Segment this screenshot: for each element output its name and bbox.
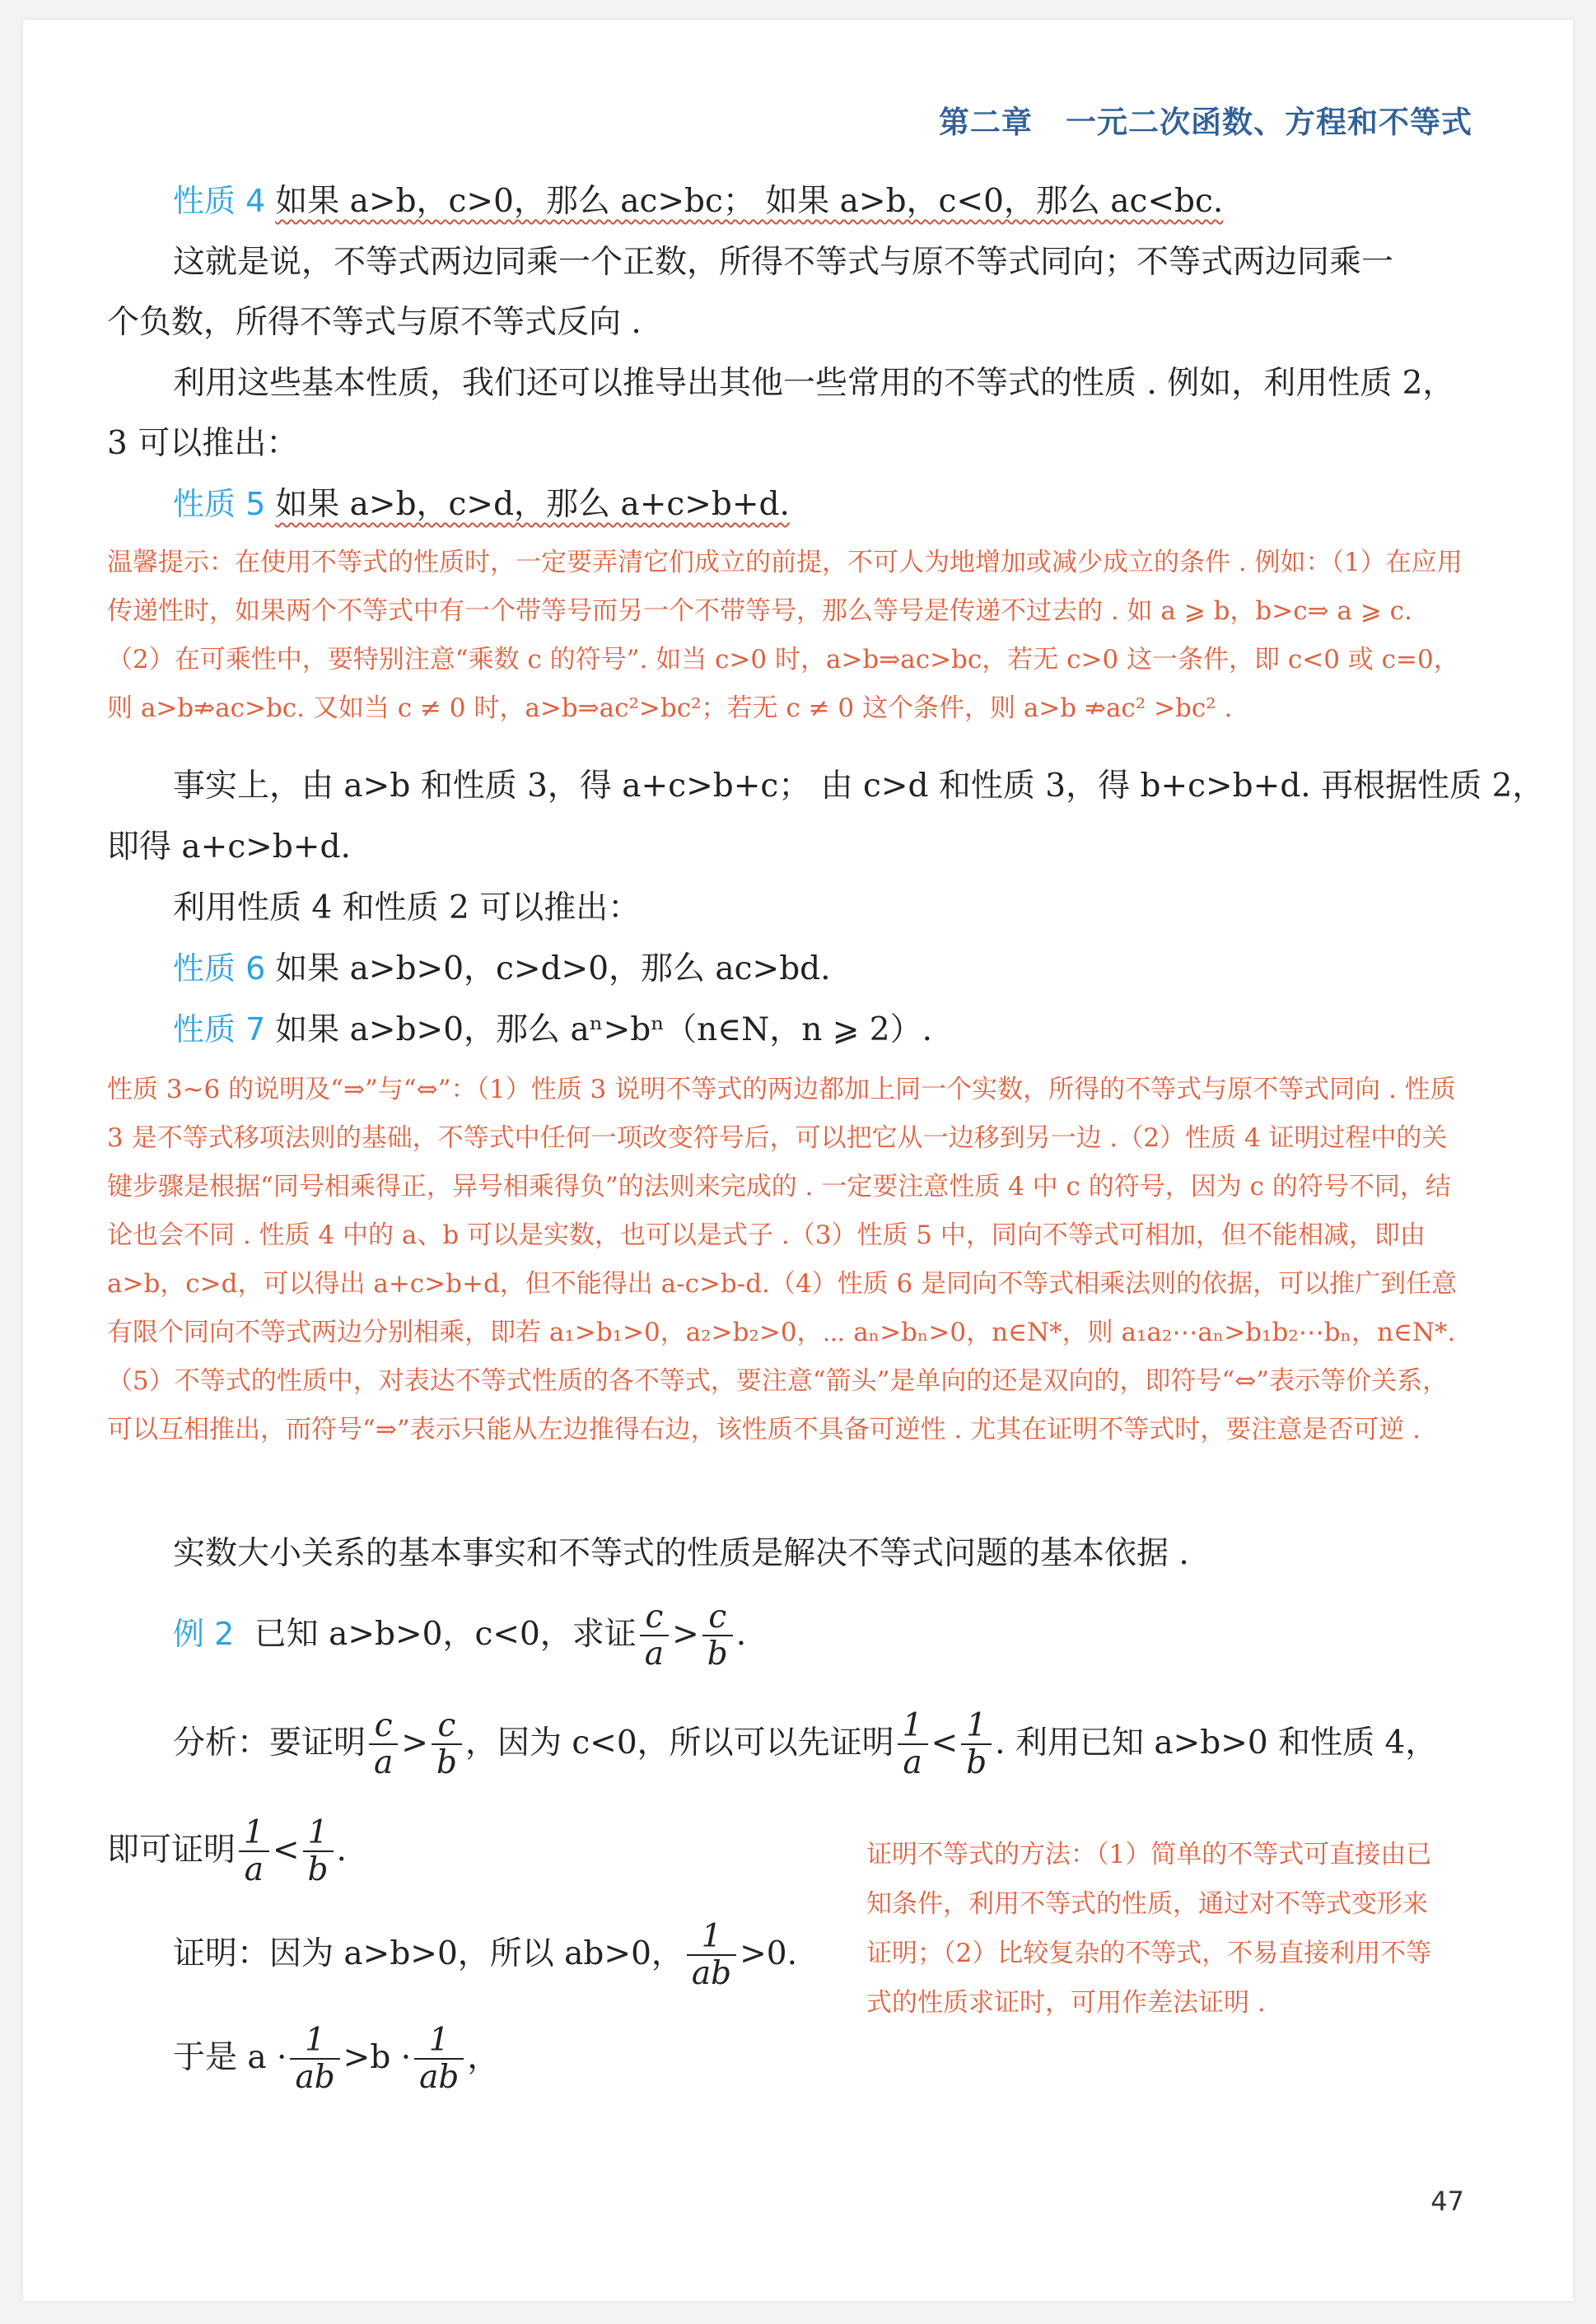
example-2-label: 例 2 [173, 1615, 235, 1652]
chapter-title: 一元二次函数、方程和不等式 [1066, 105, 1472, 140]
punctuation: . [735, 1615, 747, 1653]
fraction: $\frac{1}{ab}$ [290, 2024, 339, 2095]
fraction: $\frac{c}{a}$ [640, 1601, 669, 1672]
punctuation: . [336, 1831, 347, 1869]
analysis-line-1 [173, 1707, 1438, 1781]
paragraph-3-line-1: 事实上，由 a>b 和性质 3，得 a+c>b+c； 由 c>d 和性质 3，得 b+c>b+d. 再根据性质 2， [173, 768, 1545, 805]
proof-text: 证明：因为 a>b>0，所以 ab>0， [173, 1934, 684, 1972]
page-number: 47 [1430, 2186, 1464, 2217]
example-2 [173, 1598, 747, 1673]
fraction: $\frac{1}{a}$ [239, 1817, 269, 1888]
properties-explanation-note: 性质 3~6 的说明及“⇒”与“⇔”：（1）性质 3 说明不等式的两边都加上同一个实数，所得的不等式与原不等式同向 . 性质 3 是不等式移项法则的基础，不等式中任何一项改变符号后，可以把它从一边移到另一边 .（2）性质 4 证明过程中的关键步骤是根据“同号相乘得正，异号相乘得负”的法则来完成的 . 一定要注意性质 4 中 c 的符号，因为 c 的符号不同，结论也会不同 . 性质 4 中的 a、b 可以是实数，也可以是式子 .（3）性质 5 中，同向不等式可相加，但不能相减，即由 a>b，c>d，可以得出 a+c>b+d，但不能得出 a-c>b-d.（4）性质 6 是同向不等式相乘法则的依据，可以推广到任意有限个同向不等式两边分别相乘，即若 a₁>b₁>0，a₂>b₂>0，⋯ aₙ>bₙ>0，n∈N*，则 a₁a₂⋯aₙ>b₁b₂⋯bₙ，n∈N*.（5）不等式的性质中，对表达不等式性质的各不等式，要注意“箭头”是单向的还是双向的，即符号“⇔”表示等价关系，可以互相推出，而符号“⇒”表示只能从左边推得右边，该性质不具备可逆性 . 尤其在证明不等式时，要注意是否可逆 . [107, 1075, 1458, 1444]
property-5-label: 性质 5 [173, 486, 266, 522]
analysis-text: 即可证明 [107, 1831, 236, 1869]
paragraph-1-line-2: 个负数，所得不等式与原不等式反向 . [107, 304, 642, 341]
proof-line-2 [173, 2024, 499, 2095]
punctuation: ， [467, 2038, 500, 2076]
proof-text: >0. [740, 1934, 797, 1972]
proof-text: 于是 a · [173, 2038, 287, 2076]
analysis-text: ，因为 c<0，所以可以先证明 [464, 1724, 894, 1762]
fraction: $\frac{1}{b}$ [961, 1710, 992, 1780]
fraction: $\frac{1}{ab}$ [414, 2024, 464, 2095]
fraction: $\frac{c}{b}$ [702, 1601, 733, 1672]
paragraph-2-line-1: 利用这些基本性质，我们还可以推导出其他一些常用的不等式的性质 . 例如，利用性质 2， [173, 365, 1455, 402]
paragraph-1-line-1: 这就是说，不等式两边同乘一个正数，所得不等式与原不等式同向；不等式两边同乘一 [173, 244, 1394, 281]
property-7-label: 性质 7 [173, 1011, 266, 1048]
property-5 [173, 486, 790, 525]
fraction: $\frac{1}{b}$ [303, 1817, 334, 1888]
paragraph-5: 实数大小关系的基本事实和不等式的性质是解决不等式问题的基本依据 . [173, 1535, 1189, 1572]
fraction: $\frac{1}{a}$ [898, 1710, 928, 1780]
operator: < [931, 1724, 959, 1762]
property-6-label: 性质 6 [173, 950, 266, 987]
property-6-text: 如果 a>b>0，c>d>0，那么 ac>bd. [275, 950, 831, 987]
property-7-text: 如果 a>b>0，那么 aⁿ>bⁿ（n∈N，n ⩾ 2）. [275, 1011, 932, 1048]
analysis-text: . 利用已知 a>b>0 和性质 4， [995, 1724, 1438, 1762]
operator: > [401, 1724, 428, 1762]
chapter-header [939, 97, 1472, 142]
fraction: $\frac{c}{a}$ [369, 1710, 398, 1780]
proof-text: >b · [343, 2038, 412, 2076]
property-4-label: 性质 4 [173, 183, 266, 219]
property-6 [173, 950, 831, 989]
paragraph-4: 利用性质 4 和性质 2 可以推出： [173, 889, 641, 926]
property-4 [173, 183, 1223, 222]
analysis-line-2 [107, 1814, 347, 1888]
proof-line-1 [173, 1920, 797, 1991]
analysis-text: 分析：要证明 [173, 1724, 366, 1762]
fraction: $\frac{1}{ab}$ [687, 1920, 736, 1991]
property-4-text: 如果 a>b，c>0，那么 ac>bc； 如果 a>b，c<0，那么 ac<bc. [275, 183, 1224, 220]
proof-method-note: 证明不等式的方法：（1）简单的不等式可直接由已知条件，利用不等式的性质，通过对不等式变形来证明；（2）比较复杂的不等式，不易直接利用不等式的性质求证时，可用作差法证明 . [866, 1840, 1432, 2018]
operator: > [672, 1615, 699, 1653]
example-2-text: 已知 a>b>0，c<0，求证 [254, 1615, 637, 1653]
property-5-text: 如果 a>b，c>d，那么 a+c>b+d. [275, 486, 790, 523]
property-7 [173, 1011, 932, 1050]
chapter-number: 第二章 [939, 105, 1033, 140]
paragraph-2-line-2: 3 可以推出： [107, 425, 299, 462]
operator: < [272, 1831, 300, 1869]
paragraph-3-line-2: 即得 a+c>b+d. [107, 828, 351, 866]
tip-note: 温馨提示：在使用不等式的性质时，一定要弄清它们成立的前提，不可人为地增加或减少成立的条件 . 例如：（1）在应用传递性时，如果两个不等式中有一个带等号而另一个不带等号，那么等号是传递不过去的 . 如 a ⩾ b，b>c⇒ a ⩾ c.（2）在可乘性中，要特别注意“乘数 c 的符号”. 如当 c>0 时，a>b⇒ac>bc，若无 c>0 这一条件，即 c<0 或 c=0，则 a>b⇏ac>bc. 又如当 c ≠ 0 时，a>b⇒ac²>bc²；若无 c ≠ 0 这个条件，则 a>b ⇏ac² >bc² . [107, 548, 1463, 723]
fraction: $\frac{c}{b}$ [432, 1710, 462, 1780]
